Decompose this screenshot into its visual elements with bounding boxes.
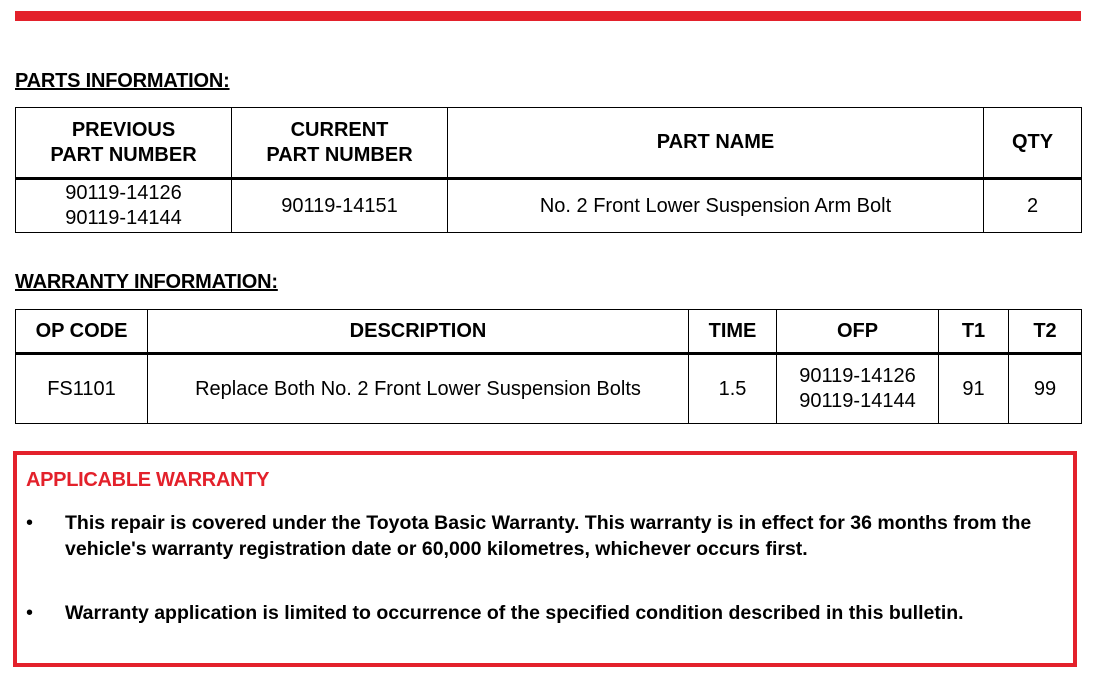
table-row [16,354,1082,424]
bullet-icon: • [26,602,34,624]
col-t1: T1 [939,310,1009,354]
col-current-part-number [232,108,448,179]
col-previous-part-number [16,108,232,179]
col-current-line1: CURRENT [290,118,389,141]
col-current-line2: PART NUMBER [266,143,413,166]
applicable-warranty-box [13,451,1077,667]
ofp-part-number-1: 90119-14126 [799,365,916,387]
cell-t1: 91 [939,354,1009,424]
bullet-text: This repair is covered under the Toyota Basic Warranty. This warranty is in effect for 36 months from the vehicle's warranty registration date or 60,000 kilometres, whichever occurs first. [65,512,1032,560]
col-t2: T2 [1009,310,1082,354]
cell-part-name: No. 2 Front Lower Suspension Arm Bolt [448,179,984,233]
ofp-part-number-2: 90119-14144 [799,390,916,412]
col-qty: QTY [984,108,1082,179]
cell-ofp [777,354,939,424]
col-part-name: PART NAME [448,108,984,179]
cell-t2: 99 [1009,354,1082,424]
top-red-rule [15,11,1081,21]
applicable-warranty-title: APPLICABLE WARRANTY [26,469,270,491]
cell-description: Replace Both No. 2 Front Lower Suspension Bolts [148,354,689,424]
cell-previous-part-number [16,179,232,233]
col-previous-line2: PART NUMBER [50,143,197,166]
col-description: DESCRIPTION [148,310,689,354]
col-op-code: OP CODE [16,310,148,354]
bullet-text: Warranty application is limited to occurrence of the specified condition described in this bulletin. [65,602,964,624]
parts-information-heading: PARTS INFORMATION: [15,70,230,92]
previous-part-number-2: 90119-14144 [65,207,182,229]
col-ofp: OFP [777,310,939,354]
cell-qty: 2 [984,179,1082,233]
warranty-table [15,309,1082,424]
col-previous-line1: PREVIOUS [71,118,176,141]
cell-time: 1.5 [689,354,777,424]
previous-part-number-1: 90119-14126 [65,182,182,204]
table-row [16,179,1082,233]
parts-table [15,107,1082,233]
bullet-icon: • [26,512,34,534]
cell-op-code: FS1101 [16,354,148,424]
col-time: TIME [689,310,777,354]
warranty-information-heading: WARRANTY INFORMATION: [15,271,278,293]
cell-current-part-number: 90119-14151 [232,179,448,233]
